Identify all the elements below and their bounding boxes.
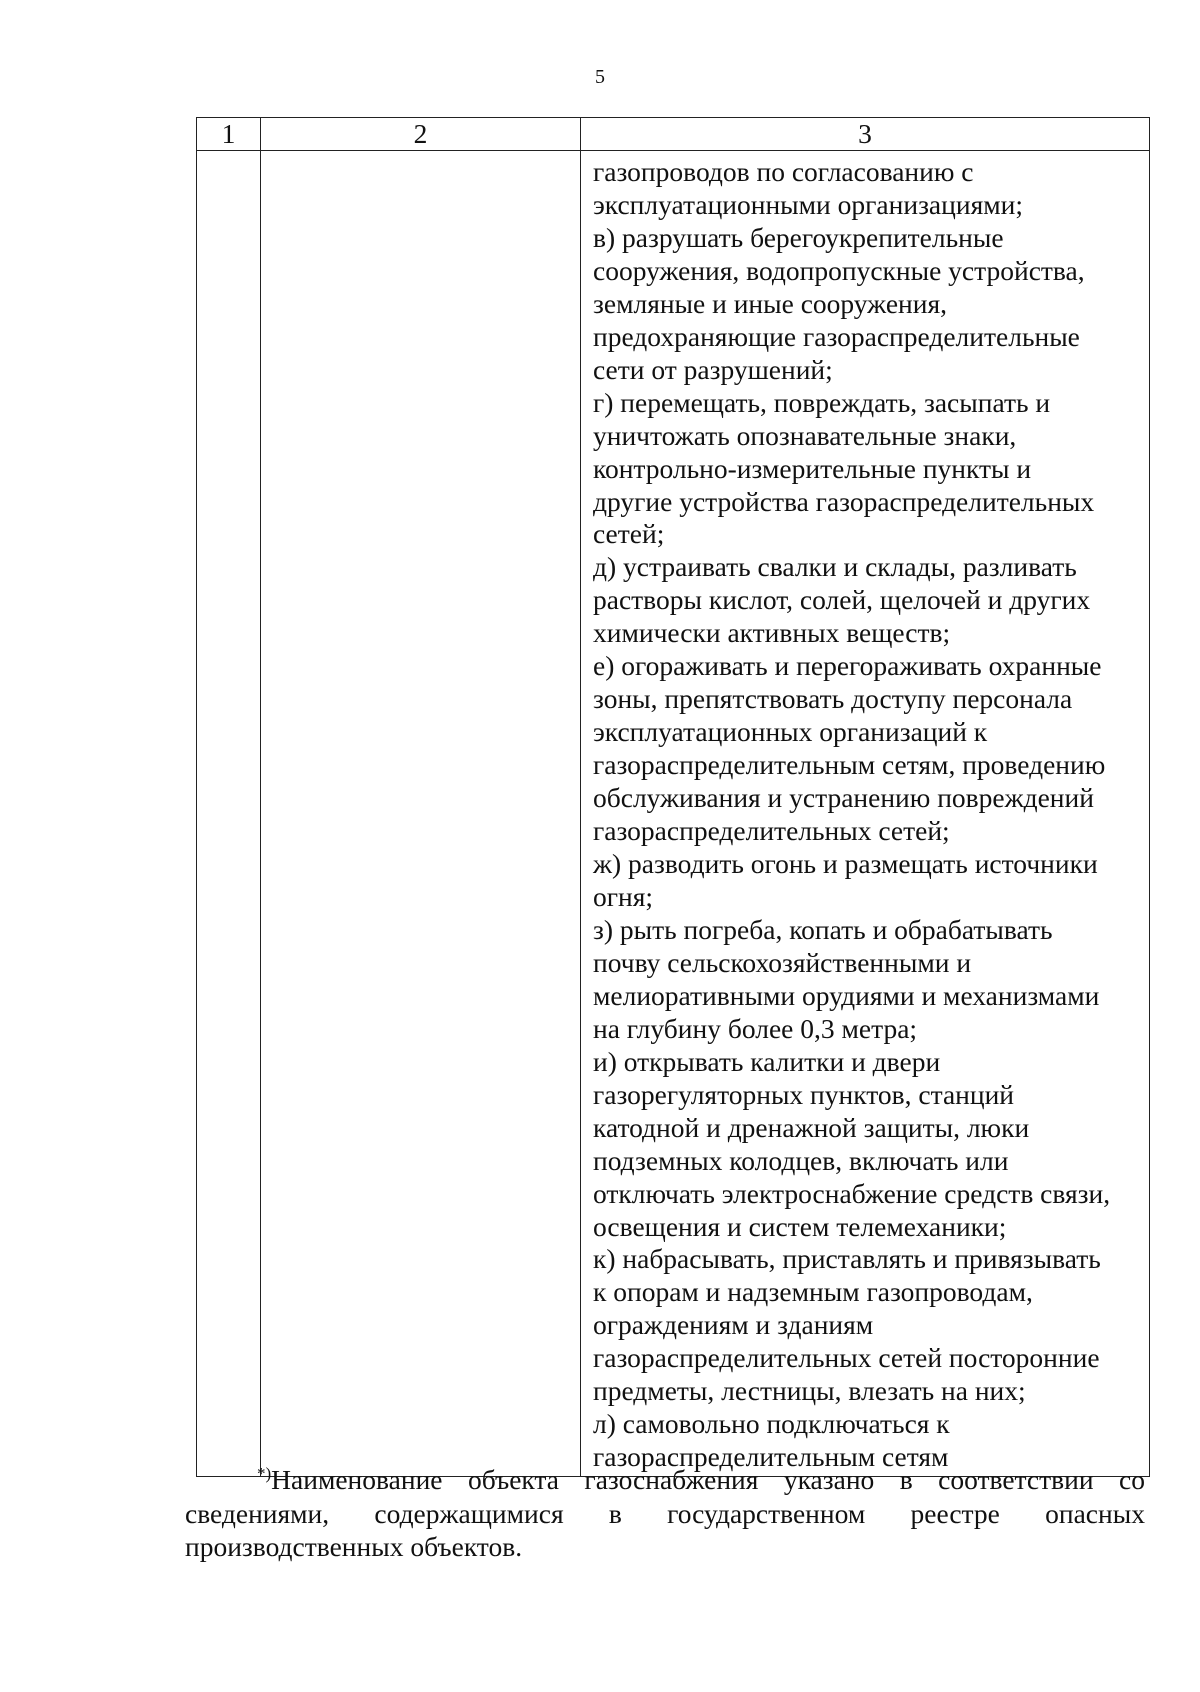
footnote-word: опасных xyxy=(1045,1497,1145,1529)
footnote-word: в xyxy=(608,1497,622,1529)
footnote-word: содержащимися xyxy=(374,1497,564,1529)
column-3-cell xyxy=(581,151,1150,1477)
text-line: и) открывать калитки и двери xyxy=(593,1045,941,1077)
footnote-text: производственных объектов. xyxy=(185,1531,523,1562)
column-header-2: 2 xyxy=(261,118,581,151)
text-line: на глубину более 0,3 метра; xyxy=(593,1012,918,1044)
column-header-1: 1 xyxy=(197,118,261,151)
text-line: земляные и иные сооружения, xyxy=(593,287,947,319)
text-line: эксплуатационными организациями; xyxy=(593,188,1023,220)
footnote-word: в xyxy=(899,1464,913,1495)
text-line: к опорам и надземным газопроводам, xyxy=(593,1276,1033,1308)
text-line: обслуживания и устранению повреждений xyxy=(593,782,1094,814)
footnote-word: соответствии xyxy=(938,1464,1094,1495)
footnote-word: со xyxy=(1118,1464,1145,1495)
text-line: предметы, лестницы, влезать на них; xyxy=(593,1375,1026,1407)
text-line: в) разрушать берегоукрепительные xyxy=(593,221,1004,253)
column-1-cell xyxy=(197,151,261,1477)
text-line: к) набрасывать, приставлять и привязывать xyxy=(593,1243,1101,1275)
text-line: д) устраивать свалки и склады, разливать xyxy=(593,551,1077,583)
text-line: подземных колодцев, включать или xyxy=(593,1144,1009,1176)
footnote-word xyxy=(257,1463,443,1497)
column-2-cell xyxy=(261,151,581,1477)
text-line: отключать электроснабжение средств связи, xyxy=(593,1177,1111,1209)
footnote-word: реестре xyxy=(910,1497,1000,1529)
text-line: химически активных веществ; xyxy=(593,617,951,649)
restrictions-table xyxy=(196,117,1150,1477)
footnote-word: газоснабжения xyxy=(584,1464,759,1495)
table-row xyxy=(197,151,1150,1477)
text-line: другие устройства газораспределительных xyxy=(593,485,1095,517)
table-header-row xyxy=(197,118,1150,151)
text-line: почву сельскохозяйственными и xyxy=(593,946,972,978)
text-line: катодной и дренажной защиты, люки xyxy=(593,1111,1030,1143)
restrictions-text xyxy=(581,151,1149,1476)
text-line: сооружения, водопропускные устройства, xyxy=(593,254,1085,286)
text-line: газораспределительных сетей посторонние xyxy=(593,1342,1100,1374)
footnote-word: государственном xyxy=(667,1497,866,1529)
text-line: газораспределительным сетям xyxy=(593,1441,949,1473)
text-line: уничтожать опознавательные знаки, xyxy=(593,419,1017,451)
text-line: сети от разрушений; xyxy=(593,353,833,385)
footnote-line-1 xyxy=(185,1463,1145,1497)
text-line: контрольно-измерительные пункты и xyxy=(593,452,1032,484)
text-line: газораспределительным сетям, проведению xyxy=(593,749,1106,781)
text-line: эксплуатационных организаций к xyxy=(593,716,988,748)
text-line: г) перемещать, повреждать, засыпать и xyxy=(593,386,1051,418)
column-header-3: 3 xyxy=(581,118,1150,151)
text-line: газопроводов по согласованию с xyxy=(593,156,974,187)
text-line: ж) разводить огонь и размещать источники xyxy=(593,848,1098,880)
footnote-word: указано xyxy=(783,1464,875,1495)
footnote-word-text: Наименование xyxy=(271,1464,443,1495)
footnote-word: сведениями, xyxy=(185,1497,330,1529)
text-line: з) рыть погреба, копать и обрабатывать xyxy=(593,913,1053,945)
text-line: предохраняющие газораспределительные xyxy=(593,320,1080,352)
text-line: освещения и систем телемеханики; xyxy=(593,1210,1007,1242)
footnote-line-3 xyxy=(185,1530,1145,1564)
text-line: газорегуляторных пунктов, станций xyxy=(593,1078,1015,1110)
text-line: е) огораживать и перегораживать охранные xyxy=(593,650,1102,682)
text-line: л) самовольно подключаться к xyxy=(593,1408,950,1440)
text-line: растворы кислот, солей, щелочей и других xyxy=(593,584,1091,616)
text-line: мелиоративными орудиями и механизмами xyxy=(593,979,1100,1011)
text-line: сетей; xyxy=(593,518,665,550)
footnote xyxy=(185,1463,1145,1564)
footnote-word: объекта xyxy=(467,1464,559,1495)
text-line: зоны, препятствовать доступу персонала xyxy=(593,683,1073,715)
footnote-marker: *) xyxy=(257,1463,272,1483)
text-line: огня; xyxy=(593,880,654,912)
text-line: газораспределительных сетей; xyxy=(593,815,950,847)
text-line: ограждениям и зданиям xyxy=(593,1309,874,1341)
page-number: 5 xyxy=(595,66,605,88)
footnote-line-2 xyxy=(185,1497,1145,1531)
